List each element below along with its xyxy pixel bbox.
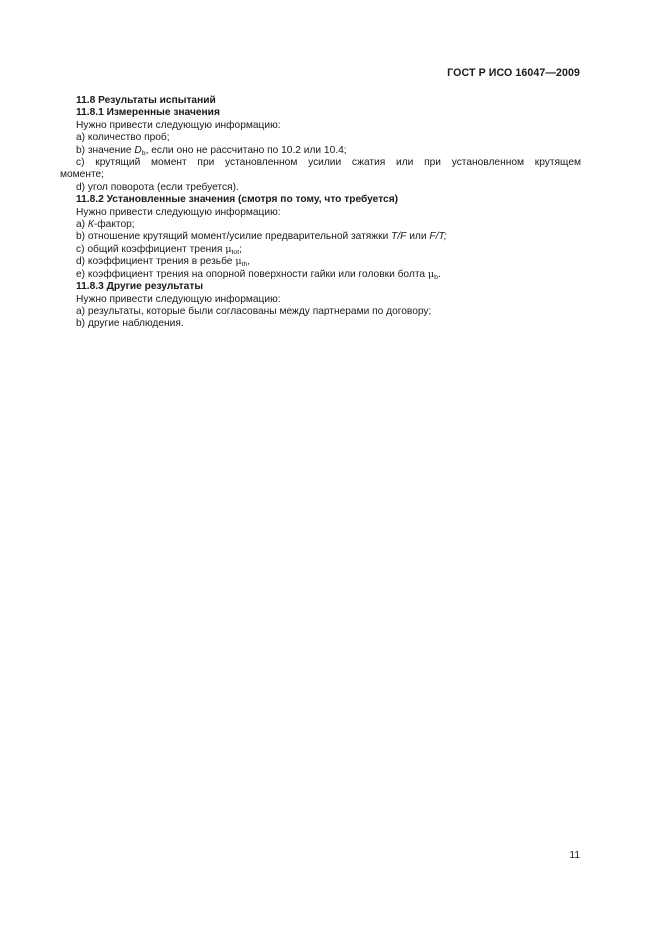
set-item-a-suffix: -фактор;: [93, 219, 135, 231]
measured-item-d: d) угол поворота (если требуется).: [76, 181, 239, 193]
set-item-b: [60, 231, 581, 243]
set-item-d-prefix: d) коэффициент трения в резьбе: [76, 256, 236, 268]
section-11-8-title: 11.8 Результаты испытаний: [76, 95, 216, 106]
set-item-c-prefix: с) общий коэффициент трения: [76, 243, 226, 255]
set-item-c-suffix: ;: [239, 243, 242, 255]
variable-k: К: [87, 219, 94, 231]
section-11-8-2-intro: Нужно привести следующую информацию:: [76, 206, 281, 218]
section-11-8-1-title: 11.8.1 Измеренные значения: [76, 107, 220, 119]
section-11-8-2-title: 11.8.2 Установленные значения (смотря по тому, что требуется): [76, 194, 399, 206]
set-item-a-prefix: а): [76, 219, 88, 231]
set-item-d: [60, 256, 581, 268]
other-item-b: b) другие наблюдения.: [76, 318, 184, 330]
measured-item-b-prefix: b) значение: [76, 144, 135, 156]
measured-item-c-line1: с) крутящий момент при установленном усилии сжатия или при установленном крутящем: [76, 157, 581, 169]
section-11-8-3-intro: Нужно привести следующую информацию:: [76, 293, 281, 305]
mu-bearing-subscript: b: [434, 273, 438, 281]
set-item-e-prefix: е) коэффициент трения на опорной поверхности гайки или головки болта: [76, 268, 428, 280]
mu-thread-subscript: th: [241, 261, 248, 269]
mu-symbol-bearing: μ: [427, 268, 435, 280]
document-code-header: ГОСТ Р ИСО 16047—2009: [447, 67, 580, 79]
page-number: 11: [569, 850, 580, 861]
mu-total-subscript: tot: [231, 248, 240, 256]
mu-symbol-total: μ: [225, 243, 232, 255]
set-item-d-suffix: ,: [247, 256, 251, 268]
section-content: [60, 95, 581, 331]
other-item-a: а) результаты, которые были согласованы между партнерами по договору;: [76, 305, 432, 317]
measured-item-c-line2: моменте;: [60, 169, 105, 181]
set-item-b-prefix: b) отношение крутящий момент/усилие предварительной затяжки: [76, 231, 392, 243]
mu-symbol-thread: μ: [235, 256, 242, 268]
set-item-e-suffix: .: [437, 268, 441, 280]
variable-d-subscript: b: [141, 149, 146, 157]
section-11-8-1-intro: Нужно привести следующую информацию:: [76, 119, 281, 131]
measured-item-b-suffix: , если оно не рассчитано по 10.2 или 10.4;: [145, 144, 347, 156]
variable-d: D: [134, 144, 142, 156]
ratio-t-f: T/F: [391, 231, 407, 243]
section-11-8-3-title: 11.8.3 Другие результаты: [76, 281, 204, 293]
ratio-f-t: F/T;: [429, 231, 447, 243]
measured-item-b: [60, 145, 581, 157]
measured-item-a: а) количество проб;: [76, 132, 170, 144]
set-item-e: [60, 269, 581, 281]
set-item-a: [60, 219, 581, 231]
set-item-c: [60, 244, 581, 256]
set-item-b-mid: или: [406, 231, 430, 243]
